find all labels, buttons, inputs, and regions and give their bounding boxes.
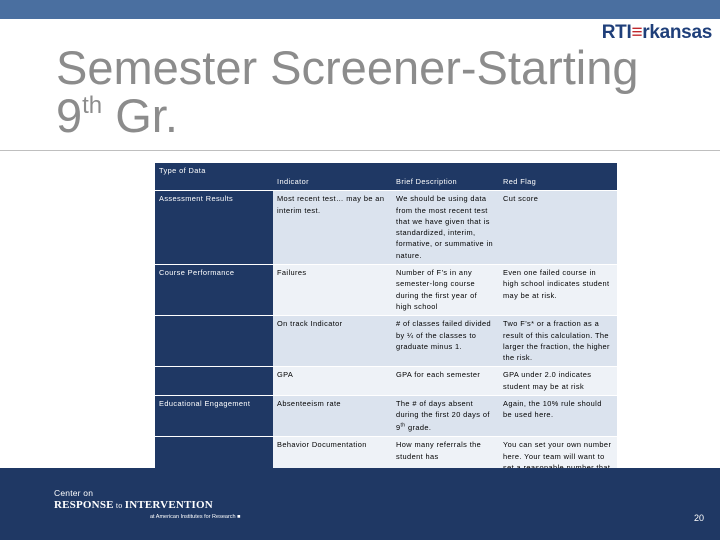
slide-title	[56, 41, 676, 142]
table-header-row	[155, 163, 617, 191]
absence-description-text: The # of days absent during the first 20 days of 9th grade.	[396, 399, 490, 433]
cell-red-flag: GPA under 2.0 indicates student may be at risk	[499, 367, 617, 396]
top-header-bar	[0, 0, 720, 19]
logo-mark: ≡	[631, 22, 643, 43]
table-row	[155, 316, 617, 367]
footer-org-response: RESPONSE	[54, 499, 114, 511]
cell-type	[155, 367, 273, 396]
cell-indicator: Failures	[273, 265, 392, 316]
footer-org-line2	[54, 499, 240, 511]
footer-org-line3: at American Institutes for Research ■	[150, 514, 241, 520]
table-row	[155, 396, 617, 437]
header-brief-description: Brief Description	[392, 163, 499, 191]
cell-indicator: Behavior Documentation	[273, 437, 392, 495]
table-row	[155, 367, 617, 396]
footer-org-line1: Center on	[54, 488, 94, 498]
cell-indicator: On track Indicator	[273, 316, 392, 367]
logo-arkansas-text: rkansas	[642, 22, 712, 43]
cell-indicator: GPA	[273, 367, 392, 396]
table-row	[155, 191, 617, 265]
header-red-flag: Red Flag	[499, 163, 617, 191]
cell-red-flag: Two F’s* or a fraction as a result of this calculation. The larger the fraction, the higher the risk.	[499, 316, 617, 367]
cell-red-flag: Cut score	[499, 191, 617, 265]
title-divider	[0, 150, 720, 151]
title-grade-text: Gr.	[102, 89, 178, 142]
cell-red-flag: Even one failed course in high school indicates student may be at risk.	[499, 265, 617, 316]
cell-description: # of classes failed divided by ¼ of the classes to graduate minus 1.	[392, 316, 499, 367]
logo-rti-text: RTI	[601, 22, 632, 43]
cell-description: How many referrals the student has	[392, 437, 499, 495]
cell-indicator: Most recent test… may be an interim test.	[273, 191, 392, 265]
page-number: 20	[693, 513, 704, 523]
cell-type: Assessment Results	[155, 191, 273, 265]
cell-type	[155, 316, 273, 367]
footer-organization-logo	[54, 488, 240, 520]
screener-table	[155, 163, 617, 495]
cell-description: We should be using data from the most recent test that we have given that is standardized, interim, formative, or summative in nature.	[392, 191, 499, 265]
cell-description	[392, 396, 499, 437]
title-grade-number: 9	[56, 89, 83, 142]
header-indicator: Indicator	[273, 163, 392, 191]
cell-red-flag: Again, the 10% rule should be used here.	[499, 396, 617, 437]
cell-description: GPA for each semester	[392, 367, 499, 396]
title-grade-suffix: th	[82, 92, 103, 119]
footer-org-to: to	[113, 501, 125, 510]
header-type-of-data: Type of Data	[155, 163, 273, 191]
slide-title-line1: Semester Screener-Starting	[56, 41, 639, 94]
slide-title-line2	[56, 89, 676, 142]
table-row	[155, 265, 617, 316]
footer-org-intervention: INTERVENTION	[124, 499, 213, 511]
cell-description: Number of F’s in any semester-long course during the first year of high school	[392, 265, 499, 316]
cell-type: Course Performance	[155, 265, 273, 316]
cell-indicator: Absenteeism rate	[273, 396, 392, 437]
cell-type: Educational Engagement	[155, 396, 273, 437]
cell-red-flag: You can set your own number here. Your team will want to	[499, 437, 617, 495]
